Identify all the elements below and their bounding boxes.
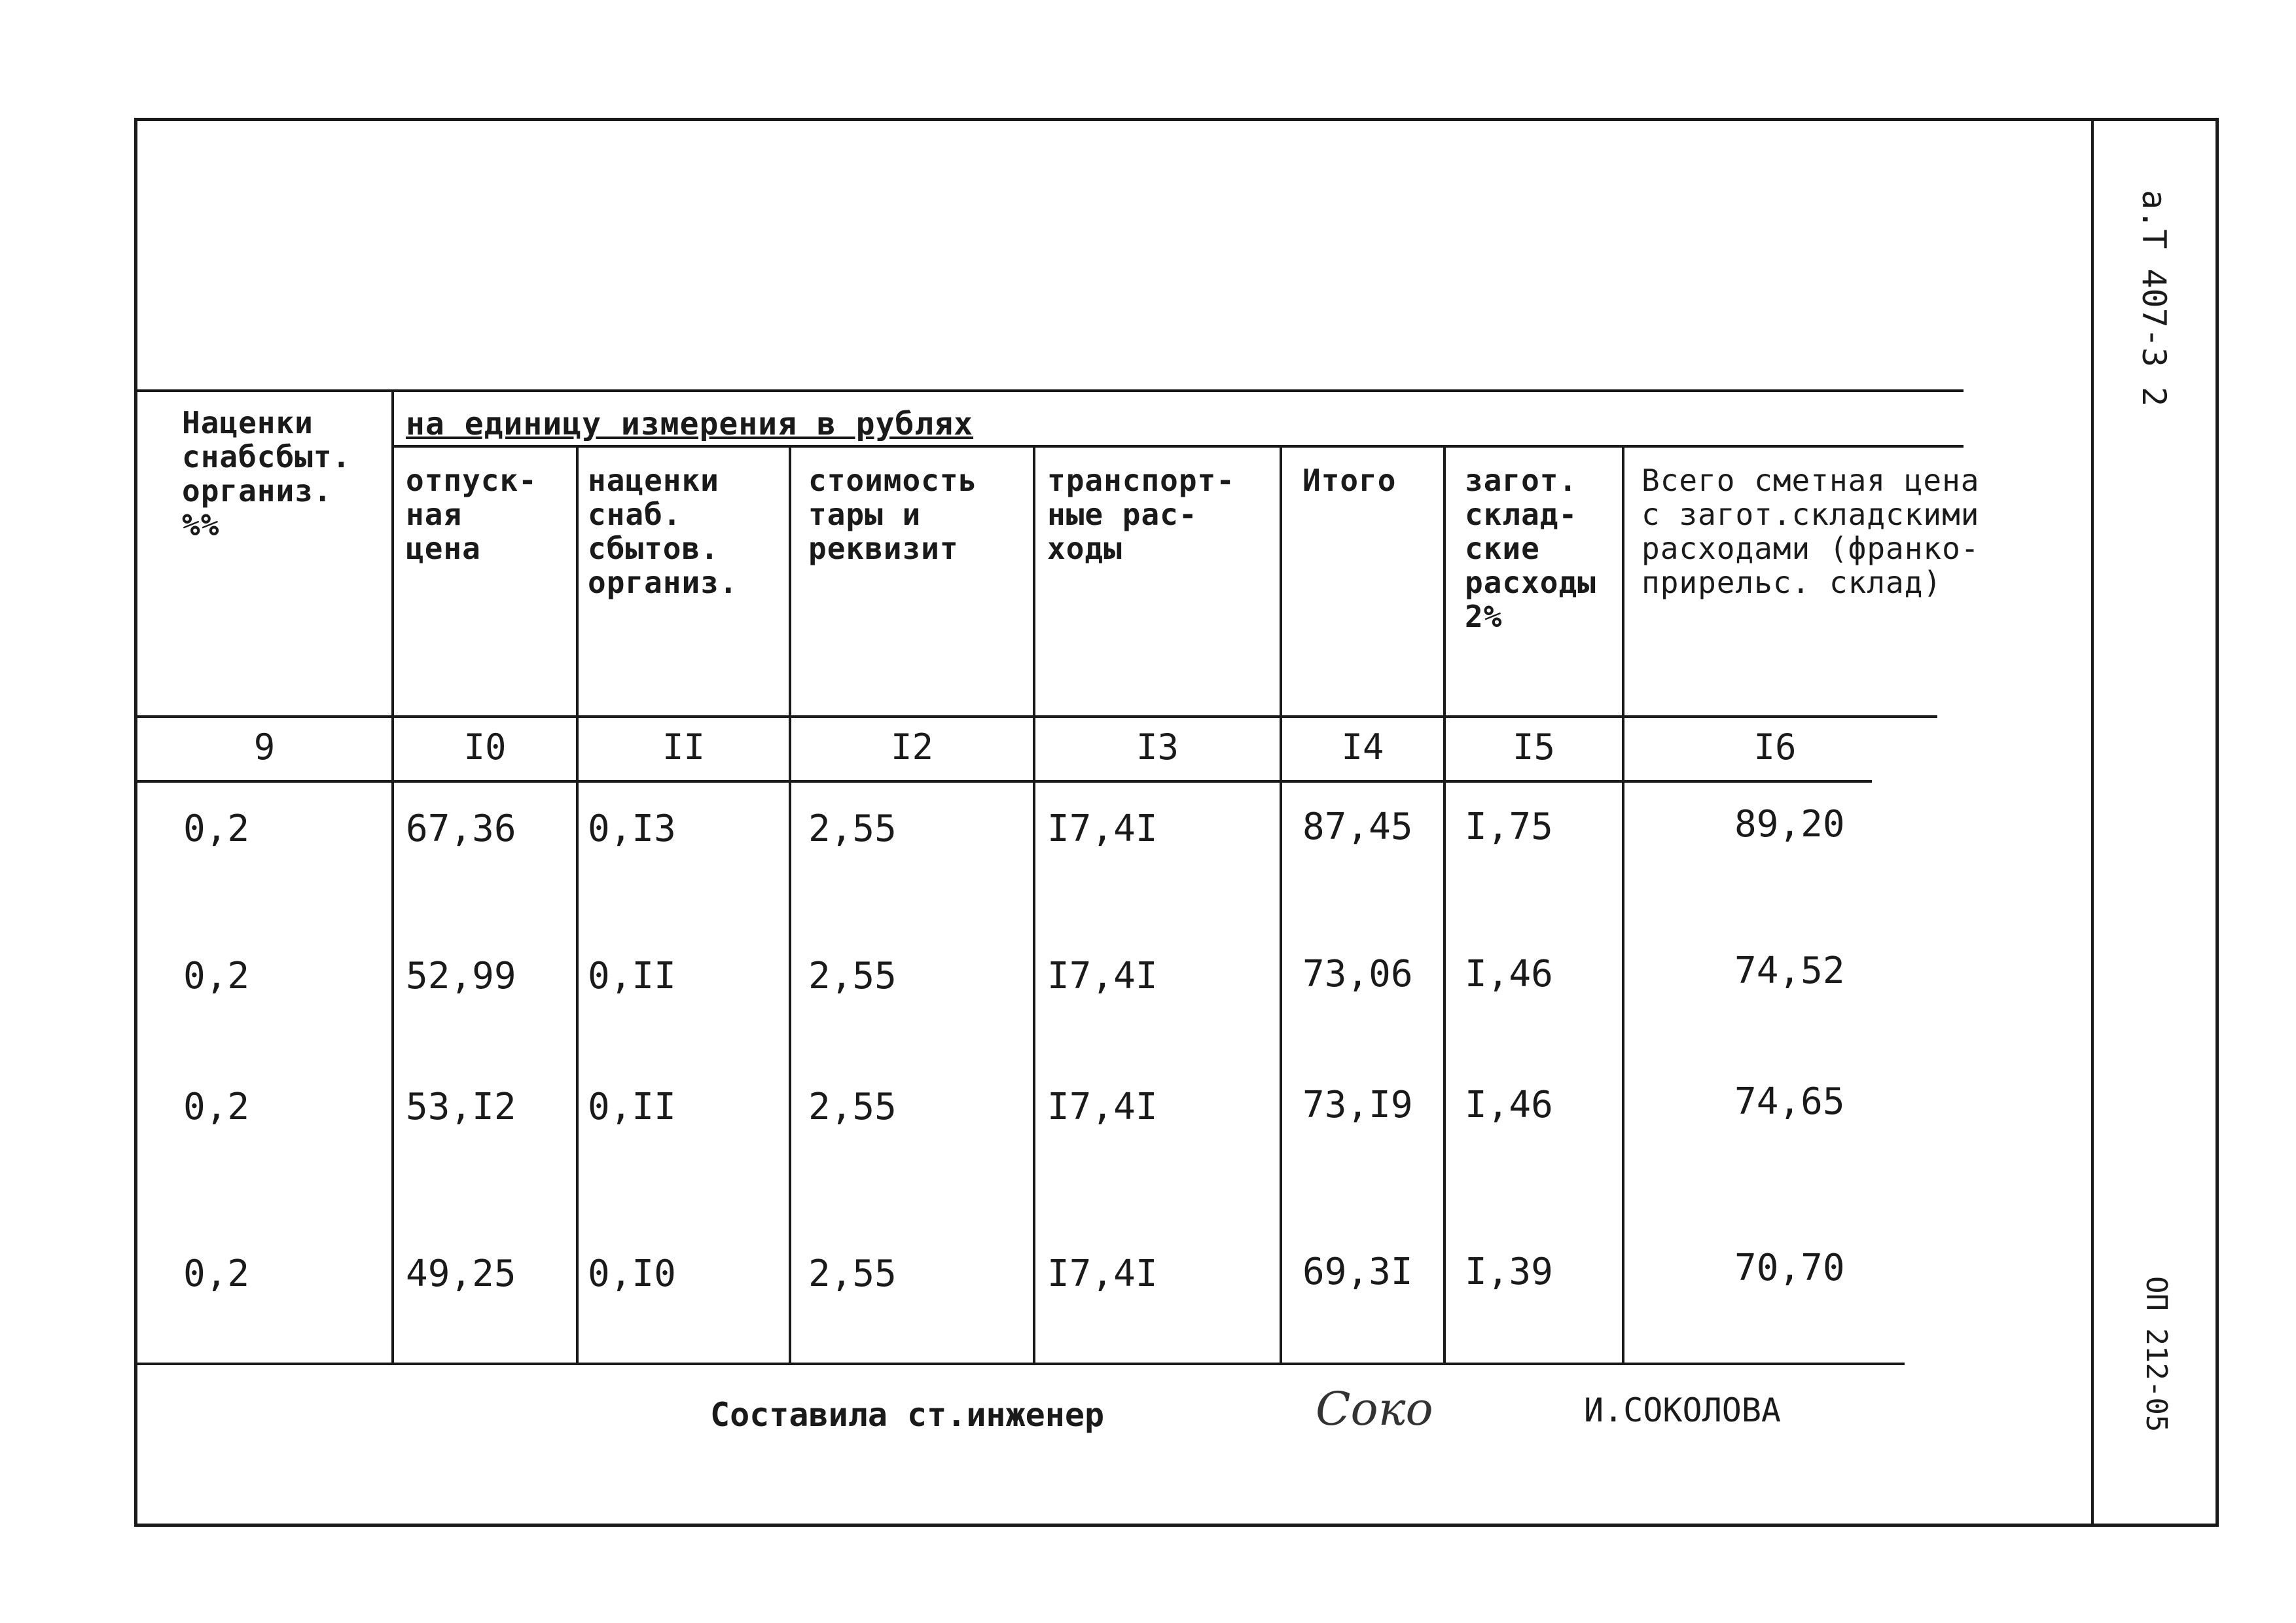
col-divider-2 — [576, 445, 579, 1363]
col-header-16: Всего сметная цена с загот.складскими расходами (франко- прирельс. склад) — [1641, 463, 1980, 600]
col-divider-5 — [1280, 445, 1282, 1363]
table-cell-r1-c16: 89,20 — [1734, 803, 1845, 846]
table-cell-r3-c14: 73,I9 — [1302, 1084, 1413, 1126]
col-number-15: I5 — [1512, 726, 1556, 768]
header-bottom-line — [137, 715, 1937, 718]
table-cell-r3-c11: 0,II — [588, 1086, 676, 1128]
signature: Соко — [1316, 1382, 1433, 1436]
col-number-16: I6 — [1753, 726, 1797, 768]
table-cell-r4-c14: 69,3I — [1302, 1251, 1413, 1293]
table-cell-r2-c15: I,46 — [1465, 953, 1553, 995]
table-cell-r1-c13: I7,4I — [1047, 808, 1158, 850]
col-number-13: I3 — [1136, 726, 1179, 768]
table-cell-r2-c12: 2,55 — [808, 955, 897, 997]
number-row-bottom-line — [137, 780, 1872, 783]
col-number-14: I4 — [1341, 726, 1384, 768]
table-cell-r2-c11: 0,II — [588, 955, 676, 997]
table-cell-r2-c9: 0,2 — [183, 955, 250, 997]
col-header-15: загот. склад- ские расходы 2% — [1465, 463, 1596, 634]
table-cell-r1-c15: I,75 — [1465, 806, 1553, 848]
table-cell-r4-c10: 49,25 — [406, 1253, 516, 1295]
frame-left-border — [134, 118, 137, 1527]
table-cell-r1-c10: 67,36 — [406, 808, 516, 850]
table-cell-r4-c15: I,39 — [1465, 1251, 1553, 1293]
frame-top-border — [134, 118, 2219, 121]
col-number-11: II — [662, 726, 706, 768]
side-strip-divider — [2091, 121, 2094, 1524]
col-number-10: I0 — [463, 726, 507, 768]
col-header-10: отпуск- ная цена — [406, 463, 537, 566]
col-divider-6 — [1443, 445, 1446, 1363]
col-divider-7 — [1622, 445, 1624, 1363]
table-cell-r4-c12: 2,55 — [808, 1253, 897, 1295]
table-cell-r4-c13: I7,4I — [1047, 1253, 1158, 1295]
table-cell-r4-c9: 0,2 — [183, 1253, 250, 1295]
table-cell-r3-c16: 74,65 — [1734, 1080, 1845, 1123]
col-divider-3 — [789, 445, 791, 1363]
table-bottom-line — [137, 1363, 1905, 1365]
table-cell-r2-c10: 52,99 — [406, 955, 516, 997]
table-cell-r4-c16: 70,70 — [1734, 1247, 1845, 1289]
table-cell-r1-c11: 0,I3 — [588, 808, 676, 850]
table-cell-r2-c16: 74,52 — [1734, 950, 1845, 992]
col-divider-4 — [1033, 445, 1035, 1363]
col-header-9: Наценки снабсбыт. организ. %% — [182, 405, 351, 543]
table-cell-r3-c15: I,46 — [1465, 1084, 1553, 1126]
table-cell-r1-c9: 0,2 — [183, 808, 250, 850]
col-header-12: стоимость тары и реквизит — [808, 463, 978, 566]
side-code-top: а.Т 407-3 2 — [2135, 190, 2173, 407]
col-number-9: 9 — [253, 726, 276, 768]
col-header-11: наценки снаб. сбытов. организ. — [588, 463, 738, 600]
col-number-12: I2 — [890, 726, 934, 768]
engineer-name: И.СОКОЛОВА — [1584, 1391, 1782, 1429]
table-cell-r4-c11: 0,I0 — [588, 1253, 676, 1295]
frame-right-border — [2215, 118, 2219, 1527]
table-cell-r3-c9: 0,2 — [183, 1086, 250, 1128]
table-cell-r1-c14: 87,45 — [1302, 806, 1413, 848]
side-code-bottom: ОП 212-05 — [2140, 1276, 2173, 1433]
table-cell-r3-c10: 53,I2 — [406, 1086, 516, 1128]
table-cell-r2-c14: 73,06 — [1302, 953, 1413, 995]
group-header: на единицу измерения в рублях — [406, 406, 974, 442]
table-cell-r3-c12: 2,55 — [808, 1086, 897, 1128]
col-header-13: транспорт- ные рас- ходы — [1047, 463, 1235, 566]
col-header-14: Итого — [1302, 463, 1397, 498]
col-divider-1 — [391, 389, 394, 1363]
table-cell-r1-c12: 2,55 — [808, 808, 897, 850]
table-cell-r2-c13: I7,4I — [1047, 955, 1158, 997]
compiled-by-label: Составила ст.инженер — [710, 1396, 1105, 1434]
table-top-line — [137, 389, 1964, 392]
group-header-line — [393, 445, 1964, 448]
frame-bottom-border — [134, 1524, 2219, 1527]
table-cell-r3-c13: I7,4I — [1047, 1086, 1158, 1128]
